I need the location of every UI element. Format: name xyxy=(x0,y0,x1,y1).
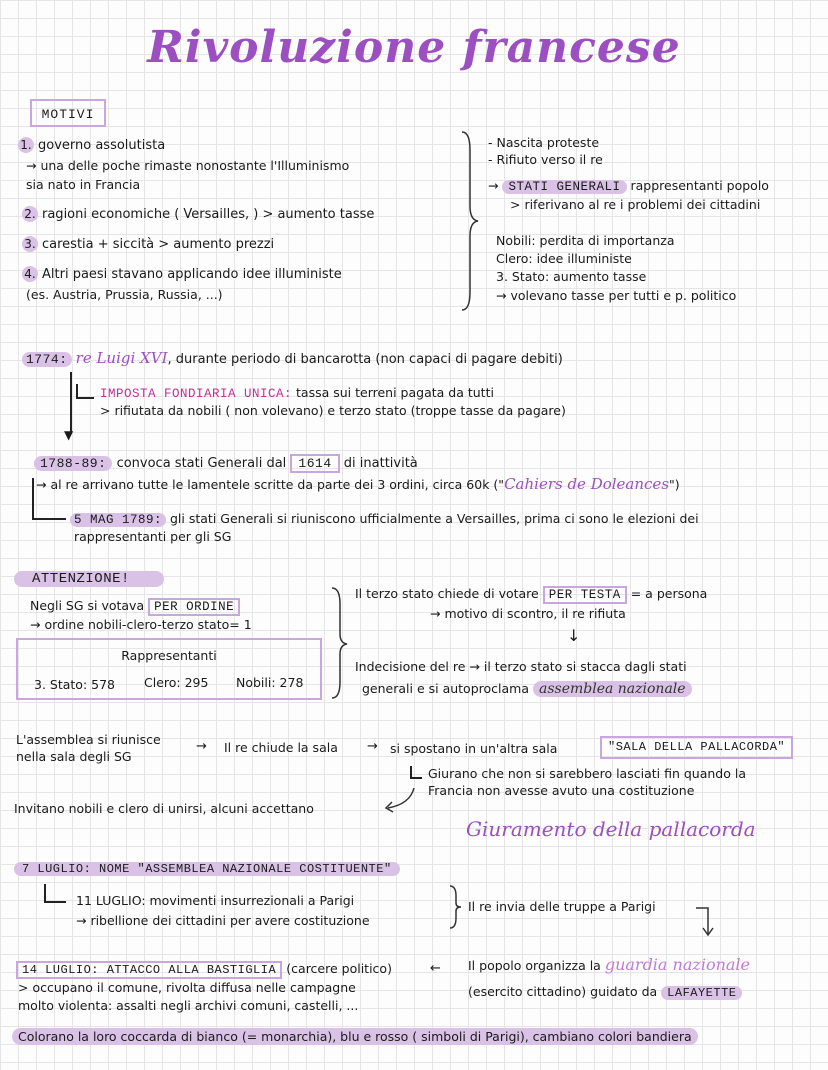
luglio-7 xyxy=(14,860,400,878)
pallacorda-a1: L'assemblea si riunisce xyxy=(16,732,161,747)
may-l2: rappresentanti per gli SG xyxy=(74,529,232,544)
right1-l1: - Nascita proteste xyxy=(488,135,600,150)
right1-l3-rest: rappresentanti popolo xyxy=(630,178,769,193)
imposta-line xyxy=(100,384,494,403)
attenzione-r1 xyxy=(355,585,707,604)
may-date: 5 MAG 1789: xyxy=(70,513,166,527)
rifiutata-line: > rifiutata da nobili ( non volevano) e terzo stato (troppe tasse da pagare) xyxy=(100,403,566,418)
right1-l4: > riferivano al re i problemi dei cittadini xyxy=(510,197,761,212)
attenzione-l1-text: Negli SG si votava xyxy=(30,598,145,613)
arrow-down-icon: ▼ xyxy=(64,428,74,442)
right1-l2: - Rifiuto verso il re xyxy=(488,152,603,167)
convoca-l2-b: ") xyxy=(669,477,680,492)
coccarda-line xyxy=(12,1028,698,1045)
truppe-line: Il re invia delle truppe a Parigi xyxy=(468,899,656,914)
attenzione-label xyxy=(14,570,164,588)
motivi-item-3 xyxy=(22,236,274,253)
esercito-text: (esercito cittadino) guidato da xyxy=(468,984,658,999)
connector-line xyxy=(410,777,422,779)
rappresentanti-nobili: Nobili: 278 xyxy=(236,675,304,690)
sala-pallacorda-box: "SALA DELLA PALLACORDA" xyxy=(600,736,793,759)
pallacorda-d1: Giurano che non si sarebbero lasciati fin quando la xyxy=(428,766,746,781)
motivi-item-1-title: governo assolutista xyxy=(38,138,166,153)
convoca-text-b: di inattività xyxy=(343,456,418,471)
imposta-label: IMPOSTA FONDIARIA UNICA: xyxy=(100,387,293,401)
attenzione-r1-rest: = a persona xyxy=(630,586,708,601)
right1-l3 xyxy=(488,177,769,196)
arrow-right-icon: → xyxy=(196,739,207,754)
coccarda-highlight: Colorano la loro coccarda di bianco (= monarchia), blu e rosso ( simboli di Parigi), cambiano colori bandiera xyxy=(12,1028,698,1045)
connector-line xyxy=(44,901,66,903)
motivi-item-1 xyxy=(18,137,165,154)
connector-line xyxy=(44,884,46,902)
arrow-down-icon: ↓ xyxy=(567,626,581,645)
cahiers-label: Cahiers de Doleances xyxy=(504,475,670,493)
right1-l5: Nobili: perdita di importanza xyxy=(496,233,675,248)
motivi-label: MOTIVI xyxy=(41,107,95,122)
bastiglia-box: 14 LUGLIO: ATTACCO ALLA BASTIGLIA xyxy=(16,961,282,979)
giuramento-title: Giuramento della pallacorda xyxy=(466,817,756,841)
motivi-label-box xyxy=(30,99,106,127)
brace-icon xyxy=(447,884,463,930)
motivi-num-2: 2. xyxy=(22,206,38,222)
luglio-7-highlight: 7 LUGLIO: NOME "ASSEMBLEA NAZIONALE COSTITUENTE" xyxy=(14,862,400,876)
attenzione-r1-text: Il terzo stato chiede di votare xyxy=(355,586,539,601)
luigi-rest: , durante periodo di bancarotta (non capaci di pagare debiti) xyxy=(167,352,563,367)
motivi-item-2 xyxy=(22,206,374,223)
attenzione-r2: → motivo di scontro, il re rifiuta xyxy=(430,606,626,621)
per-testa-box: PER TESTA xyxy=(543,586,627,604)
imposta-rest: tassa sui terreni pagata da tutti xyxy=(296,385,494,400)
pallacorda-b: Il re chiude la sala xyxy=(224,740,338,755)
attenzione-l1 xyxy=(30,597,240,616)
motivi-item-3-text: carestia + siccità > aumento prezzi xyxy=(42,237,275,252)
rappresentanti-table xyxy=(16,638,322,700)
connector-line xyxy=(32,478,34,518)
right1-l8: → volevano tasse per tutti e p. politico xyxy=(496,288,737,303)
attenzione-r5 xyxy=(362,680,692,698)
motivi-num-4: 4. xyxy=(22,266,38,282)
connector-line xyxy=(76,384,78,398)
motivi-item-4 xyxy=(22,266,342,283)
brace-icon xyxy=(328,586,350,700)
motivi-num-3: 3. xyxy=(22,236,38,252)
arrow-left-icon: ← xyxy=(430,961,441,976)
connector-line xyxy=(76,397,94,399)
esercito-line xyxy=(468,983,742,1002)
assemblea-highlight: assemblea nazionale xyxy=(533,681,692,697)
attenzione-r4: Indecisione del re → il terzo stato si stacca dagli stati xyxy=(355,659,687,674)
luglio-14b: > occupano il comune, rivolta diffusa nelle campagne xyxy=(18,980,356,995)
pallacorda-d2: Francia non avesse avuto una costituzione xyxy=(428,783,695,798)
convoca-year: 1788-89: xyxy=(34,456,112,471)
stati-generali-highlight: STATI GENERALI xyxy=(502,180,626,194)
luglio-14 xyxy=(16,960,392,979)
motivi-item-4-b: (es. Austria, Prussia, Russia, ...) xyxy=(26,287,223,302)
convoca-line xyxy=(34,455,418,472)
year-1614-box: 1614 xyxy=(290,454,339,473)
luglio-11: 11 LUGLIO: movimenti insurrezionali a Parigi xyxy=(76,893,355,908)
attenzione-l2: → ordine nobili-clero-terzo stato= 1 xyxy=(30,617,252,632)
per-ordine-box: PER ORDINE xyxy=(148,598,240,616)
rappresentanti-stato: 3. Stato: 578 xyxy=(34,677,115,692)
attenzione-r5-text: generali e si autoproclama xyxy=(362,681,529,696)
arrow-right-icon: → xyxy=(488,178,499,193)
motivi-item-2-text: ragioni economiche ( Versailles, ) > aumento tasse xyxy=(42,207,375,222)
pallacorda-a2: nella sala degli SG xyxy=(16,749,132,764)
luigi-line xyxy=(22,350,563,368)
luigi-name: re Luigi XVI xyxy=(75,349,168,367)
lafayette-highlight: LAFAYETTE xyxy=(661,986,742,1000)
motivi-item-1-b: → una delle poche rimaste nonostante l'Illuminismo xyxy=(26,158,350,173)
brace-icon xyxy=(456,130,480,312)
popolo-line xyxy=(468,956,750,974)
motivi-num-1: 1. xyxy=(18,137,34,153)
arrow-right-icon: → xyxy=(367,739,378,754)
luglio-11b: → ribellione dei cittadini per avere costituzione xyxy=(76,913,370,928)
page-title: Rivoluzione francese xyxy=(147,22,681,73)
attenzione-highlight: ATTENZIONE! xyxy=(14,571,164,587)
guardia-label: guardia nazionale xyxy=(604,955,750,974)
pallacorda-e: Invitano nobili e clero di unirsi, alcuni accettano xyxy=(14,801,314,816)
connector-line xyxy=(32,518,66,520)
rappresentanti-title: Rappresentanti xyxy=(121,648,217,663)
arrow-down-icon xyxy=(694,900,716,938)
luglio-14c: molto violenta: assalti negli archivi comuni, castelli, ... xyxy=(18,998,359,1013)
convoca-l2-a: → al re arrivano tutte le lamentele scritte da parte dei 3 ordini, circa 60k (" xyxy=(36,477,505,492)
curved-arrow-icon xyxy=(380,786,420,814)
right1-l7: 3. Stato: aumento tasse xyxy=(496,269,647,284)
motivi-item-1-c: sia nato in Francia xyxy=(26,177,141,192)
pallacorda-c: si spostano in un'altra sala xyxy=(390,741,558,756)
may-line xyxy=(70,510,699,529)
popolo-text: Il popolo organizza la xyxy=(468,958,601,973)
convoca-text-a: convoca stati Generali dal xyxy=(116,456,287,471)
connector-line xyxy=(70,372,72,434)
luglio-14-rest: (carcere politico) xyxy=(286,961,392,976)
convoca-l2 xyxy=(36,476,680,493)
right1-l6: Clero: idee illuministe xyxy=(496,251,632,266)
may-rest: gli stati Generali si riuniscono ufficialmente a Versailles, prima ci sono le elezioni dei xyxy=(170,511,699,526)
luigi-year: 1774: xyxy=(22,352,72,367)
motivi-item-4-text: Altri paesi stavano applicando idee illuministe xyxy=(42,267,342,282)
rappresentanti-clero: Clero: 295 xyxy=(144,675,209,690)
